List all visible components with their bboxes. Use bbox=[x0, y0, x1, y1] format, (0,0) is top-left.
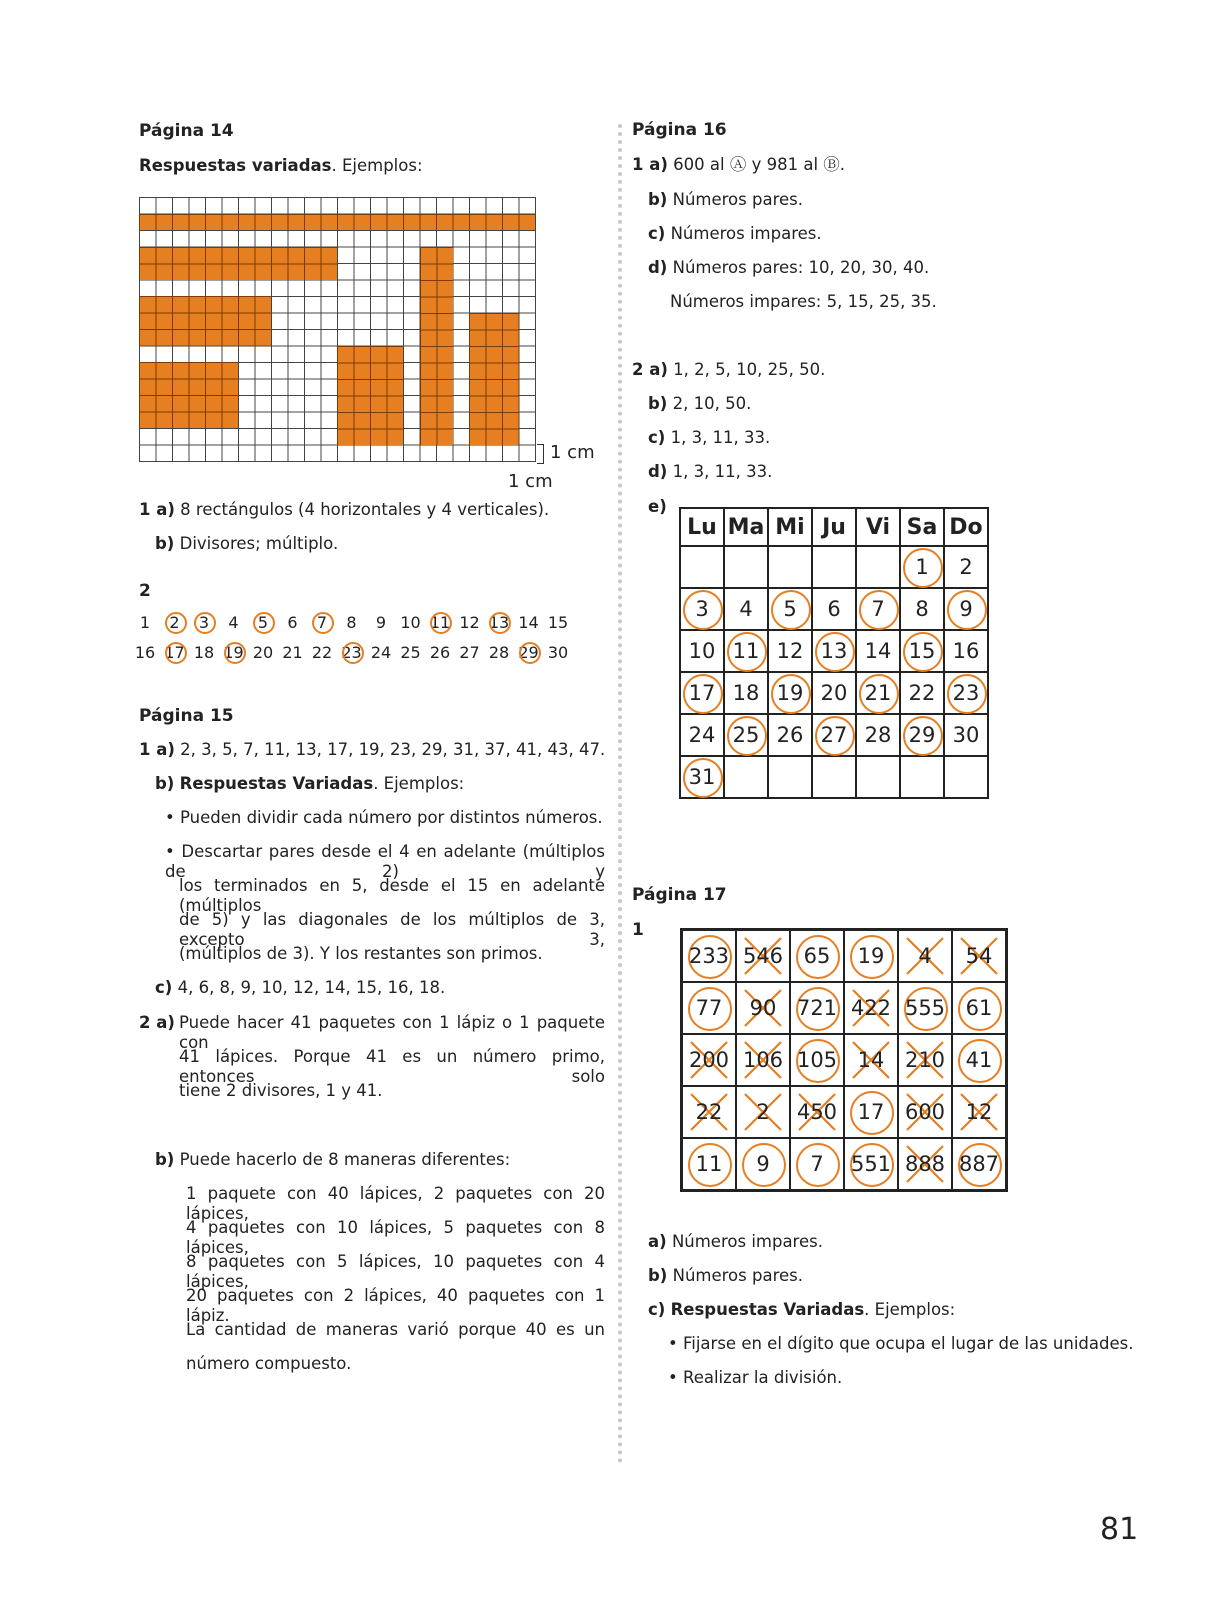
p16-q1d-label: d) bbox=[648, 258, 668, 277]
rectangle-grid bbox=[139, 197, 536, 462]
number-grid-cell bbox=[790, 1034, 844, 1086]
calendar-day-cell bbox=[768, 672, 812, 714]
p16-q1d-text2: Números impares: 5, 15, 25, 35. bbox=[670, 292, 937, 311]
number-item: 3 bbox=[198, 613, 210, 632]
p14-intro bbox=[139, 156, 423, 176]
p15-q2b-line1: 1 paquete con 40 lápices, 2 paquetes con 20 lápices, bbox=[186, 1184, 605, 1223]
calendar-day-number: 16 bbox=[952, 639, 980, 663]
p15-q2a-line3: tiene 2 divisores, 1 y 41. bbox=[179, 1081, 383, 1100]
calendar-day-cell bbox=[944, 714, 988, 756]
calendar-day-number: 22 bbox=[908, 681, 936, 705]
circle-mark-icon bbox=[253, 612, 275, 634]
grid-number: 422 bbox=[850, 996, 892, 1020]
p17-qb-text: Números pares. bbox=[672, 1266, 803, 1285]
grid-number: 887 bbox=[958, 1152, 1000, 1176]
number-item: 19 bbox=[223, 643, 244, 662]
grid-number: 7 bbox=[810, 1152, 824, 1176]
calendar-day-cell bbox=[900, 672, 944, 714]
calendar-day-cell bbox=[944, 588, 988, 630]
number-grid-cell bbox=[682, 982, 737, 1034]
p17-q1-label: 1 bbox=[632, 920, 644, 940]
p16-q1b bbox=[648, 190, 803, 210]
number-item: 27 bbox=[459, 643, 480, 662]
p16-q2a-label: 2 a) bbox=[632, 360, 668, 379]
page-number: 81 bbox=[1100, 1512, 1139, 1547]
number-grid-cell bbox=[790, 1138, 844, 1191]
number-grid-cell bbox=[682, 1034, 737, 1086]
p15-heading: Página 15 bbox=[139, 706, 234, 726]
calendar-week-row bbox=[680, 546, 988, 588]
number-item: 14 bbox=[518, 613, 539, 632]
calendar-day-cell bbox=[900, 714, 944, 756]
calendar-day-header: Do bbox=[944, 508, 988, 546]
p16-q2b bbox=[648, 394, 751, 414]
calendar-day-header: Ma bbox=[724, 508, 768, 546]
p16-q1b-text: Números pares. bbox=[672, 190, 803, 209]
grid-number: 65 bbox=[803, 944, 831, 968]
calendar-day-number: 24 bbox=[688, 723, 716, 747]
p16-q2e-label: e) bbox=[648, 497, 667, 516]
p17-qc-rest: . Ejemplos: bbox=[864, 1300, 956, 1319]
calendar-day-number: 5 bbox=[783, 597, 797, 621]
calendar-day-cell bbox=[856, 630, 900, 672]
calendar-day-header: Lu bbox=[680, 508, 724, 546]
calendar-day-number: 21 bbox=[864, 681, 892, 705]
calendar-week-row bbox=[680, 630, 988, 672]
calendar-day-cell bbox=[768, 546, 812, 588]
number-item: 5 bbox=[257, 613, 269, 632]
calendar-day-number: 1 bbox=[915, 555, 929, 579]
calendar-day-cell bbox=[900, 630, 944, 672]
calendar-day-cell bbox=[680, 630, 724, 672]
number-grid-cell bbox=[736, 1138, 790, 1191]
p15-q2b-line3: 8 paquetes con 5 lápices, 10 paquetes con 4 lápices, bbox=[186, 1252, 605, 1291]
number-grid-cell bbox=[844, 930, 898, 983]
calendar-body bbox=[680, 546, 988, 798]
p15-q2b-text: Puede hacerlo de 8 maneras diferentes: bbox=[179, 1150, 511, 1169]
calendar-day-cell bbox=[900, 546, 944, 588]
grid-number: 4 bbox=[918, 944, 932, 968]
grid-number: 61 bbox=[965, 996, 993, 1020]
circle-mark-icon bbox=[430, 612, 452, 634]
calendar-day-number: 3 bbox=[695, 597, 709, 621]
calendar-day-cell bbox=[680, 714, 724, 756]
p16-q1c-text: Números impares. bbox=[670, 224, 822, 243]
calendar-week-row bbox=[680, 672, 988, 714]
p16-q1d-text: Números pares: 10, 20, 30, 40. bbox=[672, 258, 930, 277]
circle-mark-icon bbox=[519, 642, 541, 664]
calendar-day-header: Mi bbox=[768, 508, 812, 546]
number-item: 23 bbox=[341, 643, 362, 662]
p16-q2e bbox=[648, 497, 667, 517]
calendar-day-cell bbox=[944, 630, 988, 672]
number-item: 1 bbox=[139, 613, 151, 632]
number-grid-cell bbox=[952, 1034, 1007, 1086]
p17-qc bbox=[648, 1300, 955, 1320]
number-item: 15 bbox=[547, 613, 569, 632]
calendar-day-number: 28 bbox=[864, 723, 892, 747]
calendar-table bbox=[679, 507, 989, 799]
calendar-day-cell bbox=[856, 672, 900, 714]
p15-q1a bbox=[139, 740, 605, 760]
calendar-day-header: Ju bbox=[812, 508, 856, 546]
p16-q2a-text: 1, 2, 5, 10, 25, 50. bbox=[673, 360, 826, 379]
number-item: 10 bbox=[400, 613, 421, 632]
calendar-day-cell bbox=[680, 588, 724, 630]
p16-q1a-label: 1 a) bbox=[632, 155, 668, 174]
p17-qb-label: b) bbox=[648, 1266, 668, 1285]
p15-q2b-line4: 20 paquetes con 2 lápices, 40 paquetes con 1 lápiz. bbox=[186, 1286, 605, 1325]
number-item: 20 bbox=[252, 643, 274, 662]
grid-number: 106 bbox=[742, 1048, 784, 1072]
p14-q1b bbox=[155, 534, 338, 554]
number-item: 22 bbox=[311, 643, 333, 662]
p15-bullet1: • Pueden dividir cada número por distintos números. bbox=[165, 808, 603, 827]
calendar-day-cell bbox=[900, 588, 944, 630]
grid-number: 41 bbox=[965, 1048, 993, 1072]
p17-qa-label: a) bbox=[648, 1232, 667, 1251]
number-classification-grid bbox=[680, 928, 1008, 1192]
calendar-day-cell bbox=[768, 714, 812, 756]
calendar-header bbox=[680, 508, 988, 546]
p15-q1a-text: 2, 3, 5, 7, 11, 13, 17, 19, 23, 29, 31, 37, 41, 43, 47. bbox=[180, 740, 606, 759]
calendar-day-number: 29 bbox=[908, 723, 936, 747]
calendar-day-number: 26 bbox=[776, 723, 804, 747]
calendar-day-cell bbox=[724, 756, 768, 798]
calendar-day-number: 12 bbox=[776, 639, 804, 663]
orange-rectangle bbox=[139, 296, 271, 346]
calendar-day-cell bbox=[768, 756, 812, 798]
calendar-day-number: 25 bbox=[732, 723, 760, 747]
calendar-day-number: 14 bbox=[864, 639, 892, 663]
number-item: 11 bbox=[429, 613, 451, 632]
calendar-day-header: Vi bbox=[856, 508, 900, 546]
grid-number: 22 bbox=[695, 1100, 723, 1124]
circle-mark-icon bbox=[224, 642, 246, 664]
circle-mark-icon bbox=[489, 612, 511, 634]
p15-bullet2-line3: de 5) y las diagonales de los múltiplos de 3, excepto 3, bbox=[179, 910, 605, 949]
grid-number: 17 bbox=[857, 1100, 885, 1124]
grid-number: 105 bbox=[796, 1048, 838, 1072]
number-grid-cell bbox=[952, 1086, 1007, 1138]
grid-number: 555 bbox=[904, 996, 946, 1020]
grid-number: 888 bbox=[904, 1152, 946, 1176]
number-grid-cell bbox=[898, 1138, 952, 1191]
p16-heading: Página 16 bbox=[632, 120, 727, 140]
number-item: 17 bbox=[164, 643, 185, 662]
p16-q1d bbox=[648, 258, 929, 278]
calendar-day-cell bbox=[812, 756, 856, 798]
cm-bracket-icon bbox=[537, 444, 544, 464]
grid-number: 2 bbox=[756, 1100, 770, 1124]
calendar-day-cell bbox=[724, 714, 768, 756]
p17-heading: Página 17 bbox=[632, 885, 727, 905]
p16-q2b-label: b) bbox=[648, 394, 668, 413]
calendar-day-number: 6 bbox=[827, 597, 841, 621]
number-grid-cell bbox=[952, 930, 1007, 983]
p15-q1c bbox=[155, 978, 445, 998]
number-item: 4 bbox=[228, 613, 239, 632]
p14-q2-label: 2 bbox=[139, 581, 151, 601]
calendar-week-row bbox=[680, 714, 988, 756]
p16-q2c-text: 1, 3, 11, 33. bbox=[670, 428, 771, 447]
number-grid-cell bbox=[736, 1034, 790, 1086]
orange-rectangle bbox=[139, 362, 238, 428]
column-divider bbox=[618, 124, 622, 1464]
calendar-day-cell bbox=[812, 630, 856, 672]
number-grid-cell bbox=[790, 1086, 844, 1138]
p17-bullet2: • Realizar la división. bbox=[668, 1368, 843, 1387]
calendar-day-number: 30 bbox=[952, 723, 980, 747]
calendar-day-number: 27 bbox=[820, 723, 848, 747]
calendar-day-cell bbox=[724, 588, 768, 630]
circle-mark-icon bbox=[342, 642, 364, 664]
p17-qc-label: c) bbox=[648, 1300, 666, 1319]
p15-q1b-label: b) bbox=[155, 774, 175, 793]
calendar-day-number: 4 bbox=[739, 597, 753, 621]
calendar-day-cell bbox=[944, 546, 988, 588]
grid-number: 9 bbox=[756, 1152, 770, 1176]
calendar-day-cell bbox=[812, 714, 856, 756]
grid-number: 600 bbox=[904, 1100, 946, 1124]
calendar-day-cell bbox=[856, 714, 900, 756]
number-item: 24 bbox=[370, 643, 392, 662]
number-grid-body bbox=[682, 930, 1007, 1191]
p15-bullet2-line4: (múltiplos de 3). Y los restantes son primos. bbox=[179, 944, 543, 963]
p17-bullet1: • Fijarse en el dígito que ocupa el lugar de las unidades. bbox=[668, 1334, 1134, 1353]
p16-q1b-label: b) bbox=[648, 190, 668, 209]
calendar-day-cell bbox=[680, 672, 724, 714]
circle-mark-icon bbox=[165, 642, 187, 664]
number-item: 26 bbox=[429, 643, 451, 662]
grid-number: 54 bbox=[965, 944, 993, 968]
number-grid-cell bbox=[682, 1138, 737, 1191]
p15-q1b-rest: . Ejemplos: bbox=[373, 774, 465, 793]
calendar-day-cell bbox=[680, 546, 724, 588]
number-grid-cell bbox=[736, 1086, 790, 1138]
p16-q1a bbox=[632, 155, 845, 175]
p16-q2d-text: 1, 3, 11, 33. bbox=[672, 462, 773, 481]
number-grid-cell bbox=[844, 1138, 898, 1191]
number-grid-cell bbox=[790, 930, 844, 983]
grid-number: 14 bbox=[857, 1048, 885, 1072]
calendar-day-number: 18 bbox=[732, 681, 760, 705]
p15-q1c-text: 4, 6, 8, 9, 10, 12, 14, 15, 16, 18. bbox=[177, 978, 446, 997]
number-grid-cell bbox=[844, 1034, 898, 1086]
calendar-day-cell bbox=[812, 672, 856, 714]
number-item: 12 bbox=[459, 613, 480, 632]
number-item: 30 bbox=[547, 643, 569, 662]
calendar-day-number: 8 bbox=[915, 597, 929, 621]
number-item: 28 bbox=[488, 643, 510, 662]
calendar-day-number: 9 bbox=[959, 597, 973, 621]
p15-q1b-bold: Respuestas Variadas bbox=[179, 774, 374, 793]
number-grid-cell bbox=[898, 930, 952, 983]
number-grid-cell bbox=[682, 930, 737, 983]
number-item: 18 bbox=[193, 643, 215, 662]
calendar-day-cell bbox=[856, 756, 900, 798]
grid-number: 12 bbox=[965, 1100, 993, 1124]
p17-qa bbox=[648, 1232, 823, 1252]
p15-q2b-line5: La cantidad de maneras varió porque 40 es un bbox=[186, 1320, 605, 1339]
p16-q2c-label: c) bbox=[648, 428, 666, 447]
number-grid-cell bbox=[898, 982, 952, 1034]
number-item: 21 bbox=[282, 643, 303, 662]
p14-intro-rest: . Ejemplos: bbox=[331, 156, 423, 175]
p16-q2d bbox=[648, 462, 772, 482]
calendar-day-number: 13 bbox=[820, 639, 848, 663]
circle-mark-icon bbox=[165, 612, 187, 634]
calendar-week-row bbox=[680, 756, 988, 798]
calendar-day-cell bbox=[856, 588, 900, 630]
p14-heading: Página 14 bbox=[139, 121, 234, 141]
calendar-week-row bbox=[680, 588, 988, 630]
number-item: 16 bbox=[134, 643, 156, 662]
p16-q1c-label: c) bbox=[648, 224, 666, 243]
p14-q1b-text: Divisores; múltiplo. bbox=[179, 534, 339, 553]
calendar-day-cell bbox=[724, 546, 768, 588]
p15-q2b-line6: número compuesto. bbox=[186, 1354, 352, 1373]
number-grid-cell bbox=[952, 1138, 1007, 1191]
calendar-day-cell bbox=[724, 672, 768, 714]
calendar-day-number: 31 bbox=[688, 765, 716, 789]
number-grid-row bbox=[682, 930, 1007, 983]
number-grid-row bbox=[682, 1086, 1007, 1138]
number-item: 29 bbox=[518, 643, 539, 662]
grid-number: 450 bbox=[796, 1100, 838, 1124]
p15-bullet2-line2: los terminados en 5, desde el 15 en adelante (múltiplos bbox=[179, 876, 605, 915]
p15-q2a-line2: 41 lápices. Porque 41 es un número primo, entonces solo bbox=[179, 1047, 605, 1086]
p15-q1a-label: 1 a) bbox=[139, 740, 175, 759]
orange-rectangle bbox=[337, 346, 403, 445]
grid-number: 210 bbox=[904, 1048, 946, 1072]
p15-q2b-line2: 4 paquetes con 10 lápices, 5 paquetes con 8 lápices, bbox=[186, 1218, 605, 1257]
calendar-day-number: 15 bbox=[908, 639, 936, 663]
number-item: 25 bbox=[400, 643, 421, 662]
grid-number: 90 bbox=[749, 996, 777, 1020]
number-grid-row bbox=[682, 1034, 1007, 1086]
number-item: 7 bbox=[316, 613, 328, 632]
grid-number: 721 bbox=[796, 996, 838, 1020]
number-item: 6 bbox=[287, 613, 298, 632]
grid-number: 11 bbox=[695, 1152, 723, 1176]
calendar-day-number: 2 bbox=[959, 555, 973, 579]
grid-number: 233 bbox=[688, 944, 730, 968]
p16-q1c bbox=[648, 224, 822, 244]
p16-q2b-text: 2, 10, 50. bbox=[672, 394, 752, 413]
p15-q2a-label-text: 2 a) bbox=[139, 1013, 175, 1032]
number-grid-cell bbox=[736, 982, 790, 1034]
circle-mark-icon bbox=[194, 612, 216, 634]
calendar-day-header: Sa bbox=[900, 508, 944, 546]
calendar-day-number: 20 bbox=[820, 681, 848, 705]
grid-number: 19 bbox=[857, 944, 885, 968]
p16-q1a-text: 600 al Ⓐ y 981 al Ⓑ. bbox=[673, 155, 846, 174]
calendar-day-number: 19 bbox=[776, 681, 804, 705]
calendar-day-number: 17 bbox=[688, 681, 716, 705]
number-grid-cell bbox=[844, 982, 898, 1034]
p17-qc-bold: Respuestas Variadas bbox=[670, 1300, 865, 1319]
calendar-day-number: 23 bbox=[952, 681, 980, 705]
p15-bullet2-line1: • Descartar pares desde el 4 en adelante (múltiplos de 2) y bbox=[165, 842, 605, 881]
calendar-day-number: 11 bbox=[732, 639, 760, 663]
number-item: 13 bbox=[488, 613, 510, 632]
cm-bottom-label: 1 cm bbox=[508, 471, 553, 492]
number-item: 2 bbox=[169, 613, 180, 632]
calendar-day-cell bbox=[900, 756, 944, 798]
calendar-day-cell bbox=[680, 756, 724, 798]
number-grid-row bbox=[682, 982, 1007, 1034]
calendar-day-cell bbox=[768, 630, 812, 672]
calendar-day-cell bbox=[812, 546, 856, 588]
calendar-day-cell bbox=[724, 630, 768, 672]
p17-qb bbox=[648, 1266, 803, 1286]
cm-side-label: 1 cm bbox=[550, 442, 595, 463]
calendar-day-cell bbox=[944, 672, 988, 714]
number-grid-cell bbox=[736, 930, 790, 983]
number-item: 8 bbox=[346, 613, 357, 632]
calendar-day-cell bbox=[812, 588, 856, 630]
p15-q2a-label bbox=[139, 1013, 175, 1033]
p14-intro-bold: Respuestas variadas bbox=[139, 156, 332, 175]
p15-q1b bbox=[155, 774, 464, 794]
p16-q2c bbox=[648, 428, 770, 448]
grid-number: 200 bbox=[688, 1048, 730, 1072]
p14-q1a-label: 1 a) bbox=[139, 500, 175, 519]
orange-rectangle bbox=[139, 247, 337, 280]
orange-rectangle bbox=[469, 313, 519, 445]
calendar-day-number: 10 bbox=[688, 639, 716, 663]
p14-q1b-label: b) bbox=[155, 534, 175, 553]
p15-q2b bbox=[155, 1150, 510, 1170]
orange-rectangle bbox=[420, 247, 453, 445]
grid-number: 551 bbox=[850, 1152, 892, 1176]
grid-number: 77 bbox=[695, 996, 723, 1020]
orange-rectangle bbox=[139, 214, 535, 231]
number-grid-cell bbox=[682, 1086, 737, 1138]
p17-qa-text: Números impares. bbox=[671, 1232, 823, 1251]
p15-q2a-line1: Puede hacer 41 paquetes con 1 lápiz o 1 paquete con bbox=[179, 1013, 605, 1052]
circle-mark-icon bbox=[312, 612, 334, 634]
p14-q1a bbox=[139, 500, 549, 520]
grid-number: 546 bbox=[742, 944, 784, 968]
number-grid-cell bbox=[898, 1034, 952, 1086]
calendar-day-cell bbox=[768, 588, 812, 630]
calendar-day-cell bbox=[944, 756, 988, 798]
p16-q2d-label: d) bbox=[648, 462, 668, 481]
p16-q2a bbox=[632, 360, 825, 380]
number-grid-row bbox=[682, 1138, 1007, 1191]
p15-q2b-label: b) bbox=[155, 1150, 175, 1169]
number-grid-cell bbox=[898, 1086, 952, 1138]
number-grid-cell bbox=[952, 982, 1007, 1034]
calendar-day-cell bbox=[856, 546, 900, 588]
number-item: 9 bbox=[375, 613, 387, 632]
p15-q1c-label: c) bbox=[155, 978, 173, 997]
p14-q1a-text: 8 rectángulos (4 horizontales y 4 verticales). bbox=[180, 500, 550, 519]
calendar-day-number: 7 bbox=[871, 597, 885, 621]
number-grid-cell bbox=[844, 1086, 898, 1138]
number-grid-cell bbox=[790, 982, 844, 1034]
